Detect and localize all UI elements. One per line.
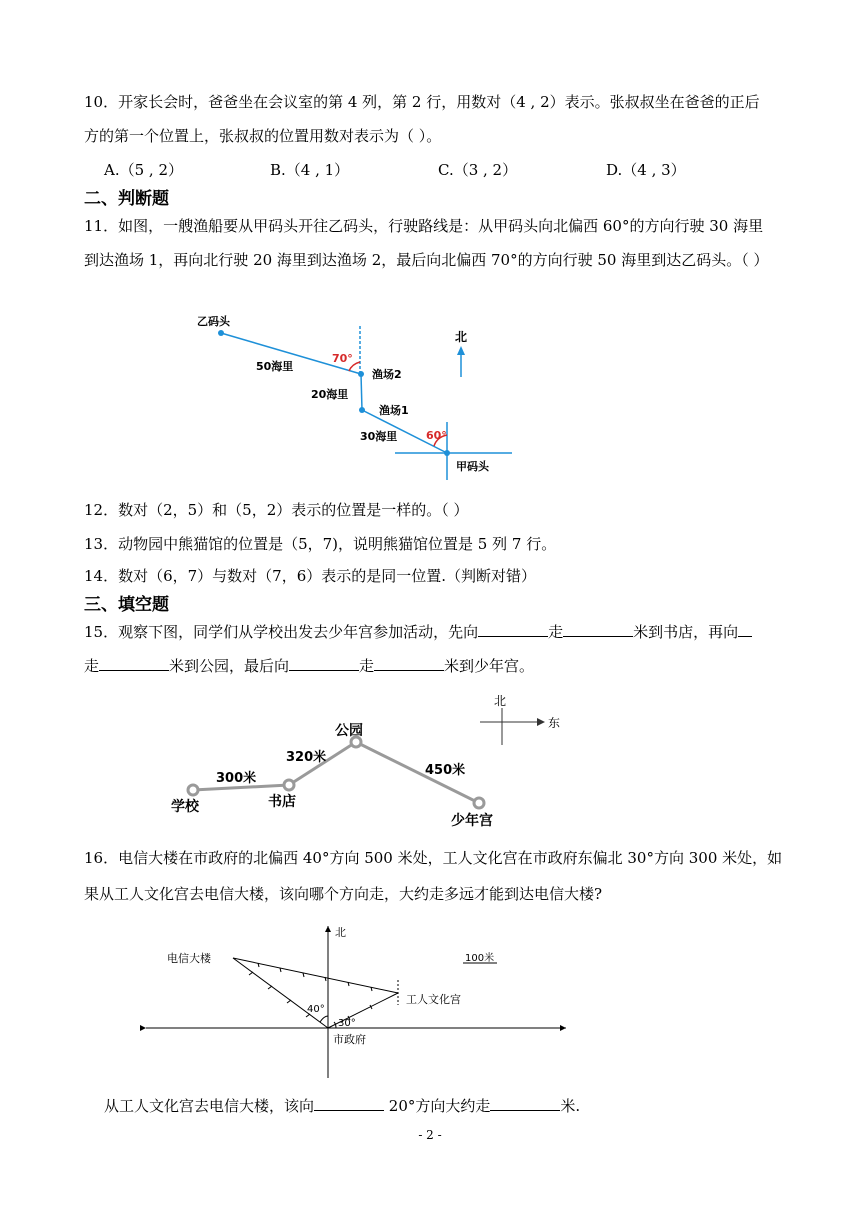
q11-line2: 到达渔场 1，再向北行驶 20 海里到达渔场 2，最后向北偏西 70°的方向行驶 50 海里到达乙码头。（ ）: [84, 251, 769, 269]
q15-blank-3[interactable]: [738, 622, 752, 637]
q16-answer-text-3: 米.: [560, 1097, 581, 1115]
label-yi: 乙码头: [197, 315, 230, 328]
q15-blank-1[interactable]: [478, 622, 548, 637]
q15-blank-2[interactable]: [563, 622, 633, 637]
point-school: [188, 785, 198, 795]
label-a70: 70°: [332, 352, 353, 365]
label-north: 北: [335, 926, 346, 939]
compass-east: 东: [548, 716, 561, 730]
q15-text-4: 走: [84, 657, 100, 675]
q16-line1: 16．电信大楼在市政府的北偏西 40°方向 500 米处，工人文化宫在市政府东偏北 30°方向 300 米处，如: [84, 849, 783, 867]
q11-route-figure: [180, 300, 540, 480]
label-d450: 450米: [425, 763, 466, 778]
label-d20: 20海里: [311, 388, 349, 401]
compass-north: 北: [494, 694, 507, 708]
page-number: - 2 -: [418, 1128, 442, 1142]
label-bookstore: 书店: [268, 794, 296, 810]
q11-line1: 11．如图，一艘渔船要从甲码头开往乙码头，行驶路线是：从甲码头向北偏西 60°的方向行驶 30 海里: [84, 217, 764, 235]
north-arrow-icon: [457, 346, 465, 355]
point-yi: [218, 330, 224, 336]
point-yuchang2: [358, 371, 364, 377]
label-workers-palace: 工人文化宫: [406, 993, 461, 1006]
q16-blank-distance[interactable]: [490, 1096, 560, 1111]
label-jia: 甲码头: [456, 460, 489, 473]
point-yuchang1: [359, 407, 365, 413]
east-arrow-icon: [537, 718, 545, 726]
q15-line1: [84, 622, 752, 642]
q10-line2: 方的第一个位置上，张叔叔的位置用数对表示为（ ）。: [84, 127, 442, 145]
q15-blank-4[interactable]: [99, 656, 169, 671]
q15-blank-6[interactable]: [374, 656, 444, 671]
section-fill-title: 三、填空题: [84, 595, 169, 615]
label-d30: 30海里: [360, 430, 398, 443]
q15-text-2: 走: [548, 623, 564, 641]
label-gov: 市政府: [333, 1033, 366, 1046]
label-palace: 少年宫: [451, 813, 493, 829]
q10-option-c: C.（3 , 2）: [438, 161, 518, 179]
q15-line2: [84, 656, 534, 676]
q15-text-6: 走: [359, 657, 375, 675]
q14-text: 14．数对（6，7）与数对（7，6）表示的是同一位置.（判断对错）: [84, 567, 537, 585]
q10-option-d: D.（4 , 3）: [606, 161, 686, 179]
point-bookstore: [284, 780, 294, 790]
point-jia: [444, 450, 450, 456]
q15-blank-5[interactable]: [289, 656, 359, 671]
q12-text: 12．数对（2，5）和（5，2）表示的位置是一样的。（ ）: [84, 501, 469, 519]
label-d320: 320米: [286, 750, 327, 765]
label-a40: 40°: [307, 1004, 325, 1015]
q16-blank-direction[interactable]: [314, 1096, 384, 1111]
q15-text-7: 米到少年宫。: [444, 657, 535, 675]
q13-text: 13．动物园中熊猫馆的位置是（5，7)，说明熊猫馆位置是 5 列 7 行。: [84, 535, 557, 553]
label-telecom: 电信大楼: [167, 952, 211, 965]
q10-option-a: A.（5 , 2）: [104, 161, 183, 179]
q16-map-figure: [140, 920, 580, 1082]
q10-option-b: B.（4 , 1）: [270, 161, 350, 179]
label-yuchang2: 渔场2: [372, 368, 402, 381]
q15-text-1: 15．观察下图，同学们从学校出发去少年宫参加活动，先向: [84, 623, 479, 641]
label-d50: 50海里: [256, 360, 294, 373]
label-yuchang1: 渔场1: [379, 404, 409, 417]
angle-arc-40: [320, 1016, 328, 1022]
label-school: 学校: [171, 799, 199, 815]
route-segment-20: [361, 374, 362, 410]
q16-answer-line: [104, 1096, 580, 1116]
label-north: 北: [455, 330, 468, 344]
q15-map-figure: [160, 688, 580, 832]
q10-line1: 10．开家长会时，爸爸坐在会议室的第 4 列，第 2 行，用数对（4 , 2）表示。张叔叔坐在爸爸的正后: [84, 93, 760, 111]
q16-answer-text-1: 从工人文化宫去电信大楼，该向: [104, 1097, 315, 1115]
label-park: 公园: [335, 723, 363, 739]
label-a60: 60°: [426, 429, 447, 442]
q15-text-5: 米到公园，最后向: [169, 657, 290, 675]
q16-line2: 果从工人文化宫去电信大楼，该向哪个方向走，大约走多远才能到达电信大楼?: [84, 885, 603, 903]
q15-text-3: 米到书店，再向: [633, 623, 739, 641]
q16-answer-text-2: 20°方向大约走: [388, 1097, 491, 1115]
point-palace: [474, 798, 484, 808]
section-judgement-title: 二、判断题: [84, 189, 169, 209]
label-scale: 100米: [465, 953, 495, 964]
label-a30: 30°: [338, 1018, 356, 1029]
label-d300: 300米: [216, 771, 257, 786]
